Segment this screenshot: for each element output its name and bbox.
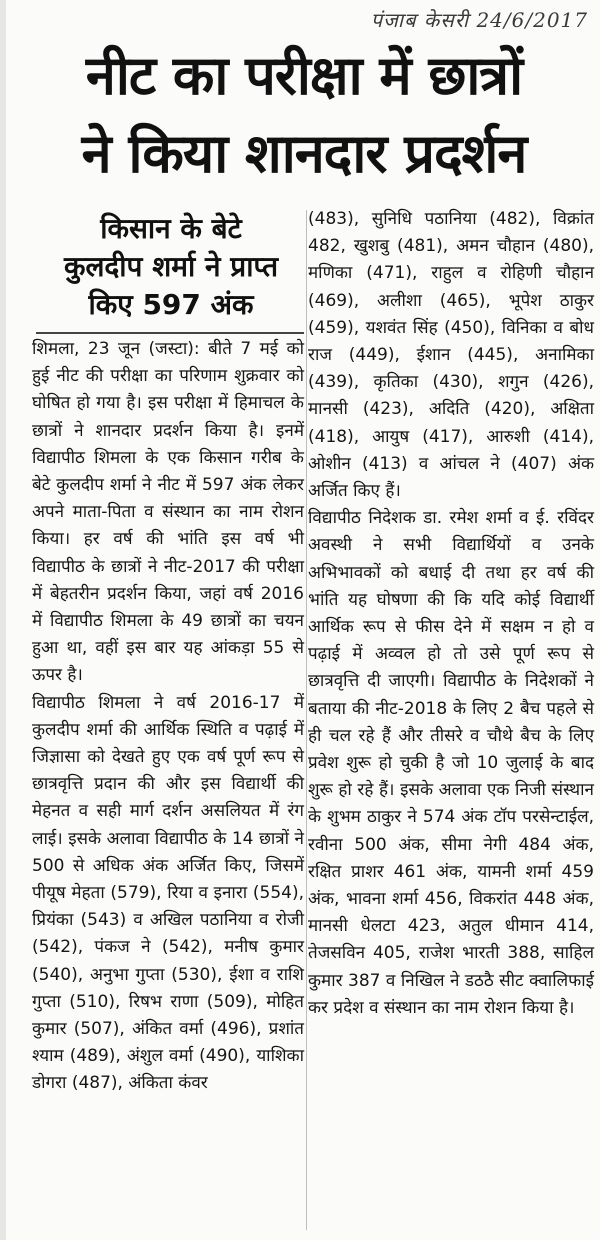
right-paragraph-1: (483), सुनिधि पठानिया (482), विक्रांत 482, खुशबु (481), अमन चौहान (480), मणिका (471), राहुल व रोहिणी चौहान (469), अलीशा (465), भूपेश ठाकुर (459), यशवंत सिंह (450), विनिका व बोध राज (449), ईशान (445), अनामिका (439), कृतिका (430), शगुन (426), मानसी (423), अदिति (420), अक्षिता (418), आयुष (417), आरुशी (414), ओशीन (413) व आंचल ने (407) अंक अर्जित किए हैं। [308, 209, 594, 502]
subheadline-line-2: कुलदीप शर्मा ने प्राप्त [63, 250, 279, 283]
subheadline [46, 210, 296, 324]
headline-line-1: नीट का परीक्षा में छात्रों [85, 44, 523, 107]
handwritten-source-date: पंजाब केसरी 24/6/2017 [370, 8, 588, 32]
headline-line-2: ने किया शानदार प्रदर्शन [81, 122, 527, 185]
left-paragraph-1: शिमला, 23 जून (जस्टा): बीते 7 मई को हुई नीट की परीक्षा का परिणाम शुक्रवार को घोषित हो गया है। इस परीक्षा में हिमाचल के छात्रों ने शानदार प्रदर्शन किया है। इनमें विद्यापीठ शिमला के एक किसान गरीब के बेटे कुलदीप शर्मा ने नीट में 597 अंक लेकर अपने माता-पिता व संस्थान का नाम रोशन किया। हर वर्ष की भांति इस वर्ष भी विद्यापीठ के छात्रों ने नीट-2017 की परीक्षा में बेहतरीन प्रदर्शन किया, जहां वर्ष 2016 में विद्यापीठ शिमला के 49 छात्रों का चयन हुआ था, वहीं इस बार यह आंकड़ा 55 से ऊपर है। [32, 339, 304, 686]
article-right-column [308, 206, 594, 1022]
column-divider [306, 210, 307, 1230]
right-paragraph-2: विद्यापीठ निदेशक डा. रमेश शर्मा व ई. रविंदर अवस्थी ने सभी विद्यार्थियों व उनके अभिभावकों को बधाई दी तथा हर वर्ष की भांति यह घोषणा की कि यदि कोई विद्यार्थी आर्थिक रूप से फीस देने में सक्षम न हो व पढ़ाई में अव्वल हो तो उसे पूर्ण रूप से छात्रवृत्ति दी जाएगी। विद्यापीठ के निदेशकों ने बताया की नीट-2018 के लिए 2 बैच पहले से ही चल रहे हैं और तीसरे व चौथे बैच के लिए प्रवेश शुरू हो चुकी है जो 10 जुलाई के बाद शुरू हो रहे हैं। इसके अलावा एक निजी संस्थान के शुभम ठाकुर ने 574 अंक टॉप परसेन्टाईल, रवीना 500 अंक, सीमा नेगी 484 अंक, रक्षित प्राशर 461 अंक, यामनी शर्मा 459 अंक, भावना शर्मा 456, विकरांत 448 अंक, मानसी धेलटा 423, अतुल धीमान 414, तेजसविन 405, राजेश भारती 388, साहिल कुमार 387 व निखिल ने डठठै सीट क्वालिफाई कर प्रदेश व संस्थान का नाम रोशन किया है। [308, 508, 594, 1018]
article-left-column [32, 336, 304, 1098]
subheadline-line-1: किसान के बेटे [100, 212, 242, 245]
subheadline-line-3: किए 597 अंक [88, 288, 254, 321]
subheadline-rule [36, 332, 304, 334]
left-paragraph-2: विद्यापीठ शिमला ने वर्ष 2016-17 में कुलदीप शर्मा की आर्थिक स्थिति व पढ़ाई में जिज्ञासा को देखते हुए एक वर्ष पूर्ण रूप से छात्रवृत्ति प्रदान की और इस विद्यार्थी की मेहनत व सही मार्ग दर्शन असलियत में रंग लाई। इसके अलावा विद्यापीठ के 14 छात्रों ने 500 से अधिक अंक अर्जित किए, जिसमें पीयूष मेहता (579), रिया व इनारा (554), प्रियंका (543) व अखिल पठानिया व रोजी (542), पंकज ने (542), मनीष कुमार (540), अनुभा गुप्ता (530), ईशा व राशि गुप्ता (510), रिषभ राणा (509), मोहित कुमार (507), अंकित वर्मा (496), प्रशांत श्याम (489), अंशुल वर्मा (490), याशिका डोगरा (487), अंकिता कंवर [32, 692, 304, 1094]
